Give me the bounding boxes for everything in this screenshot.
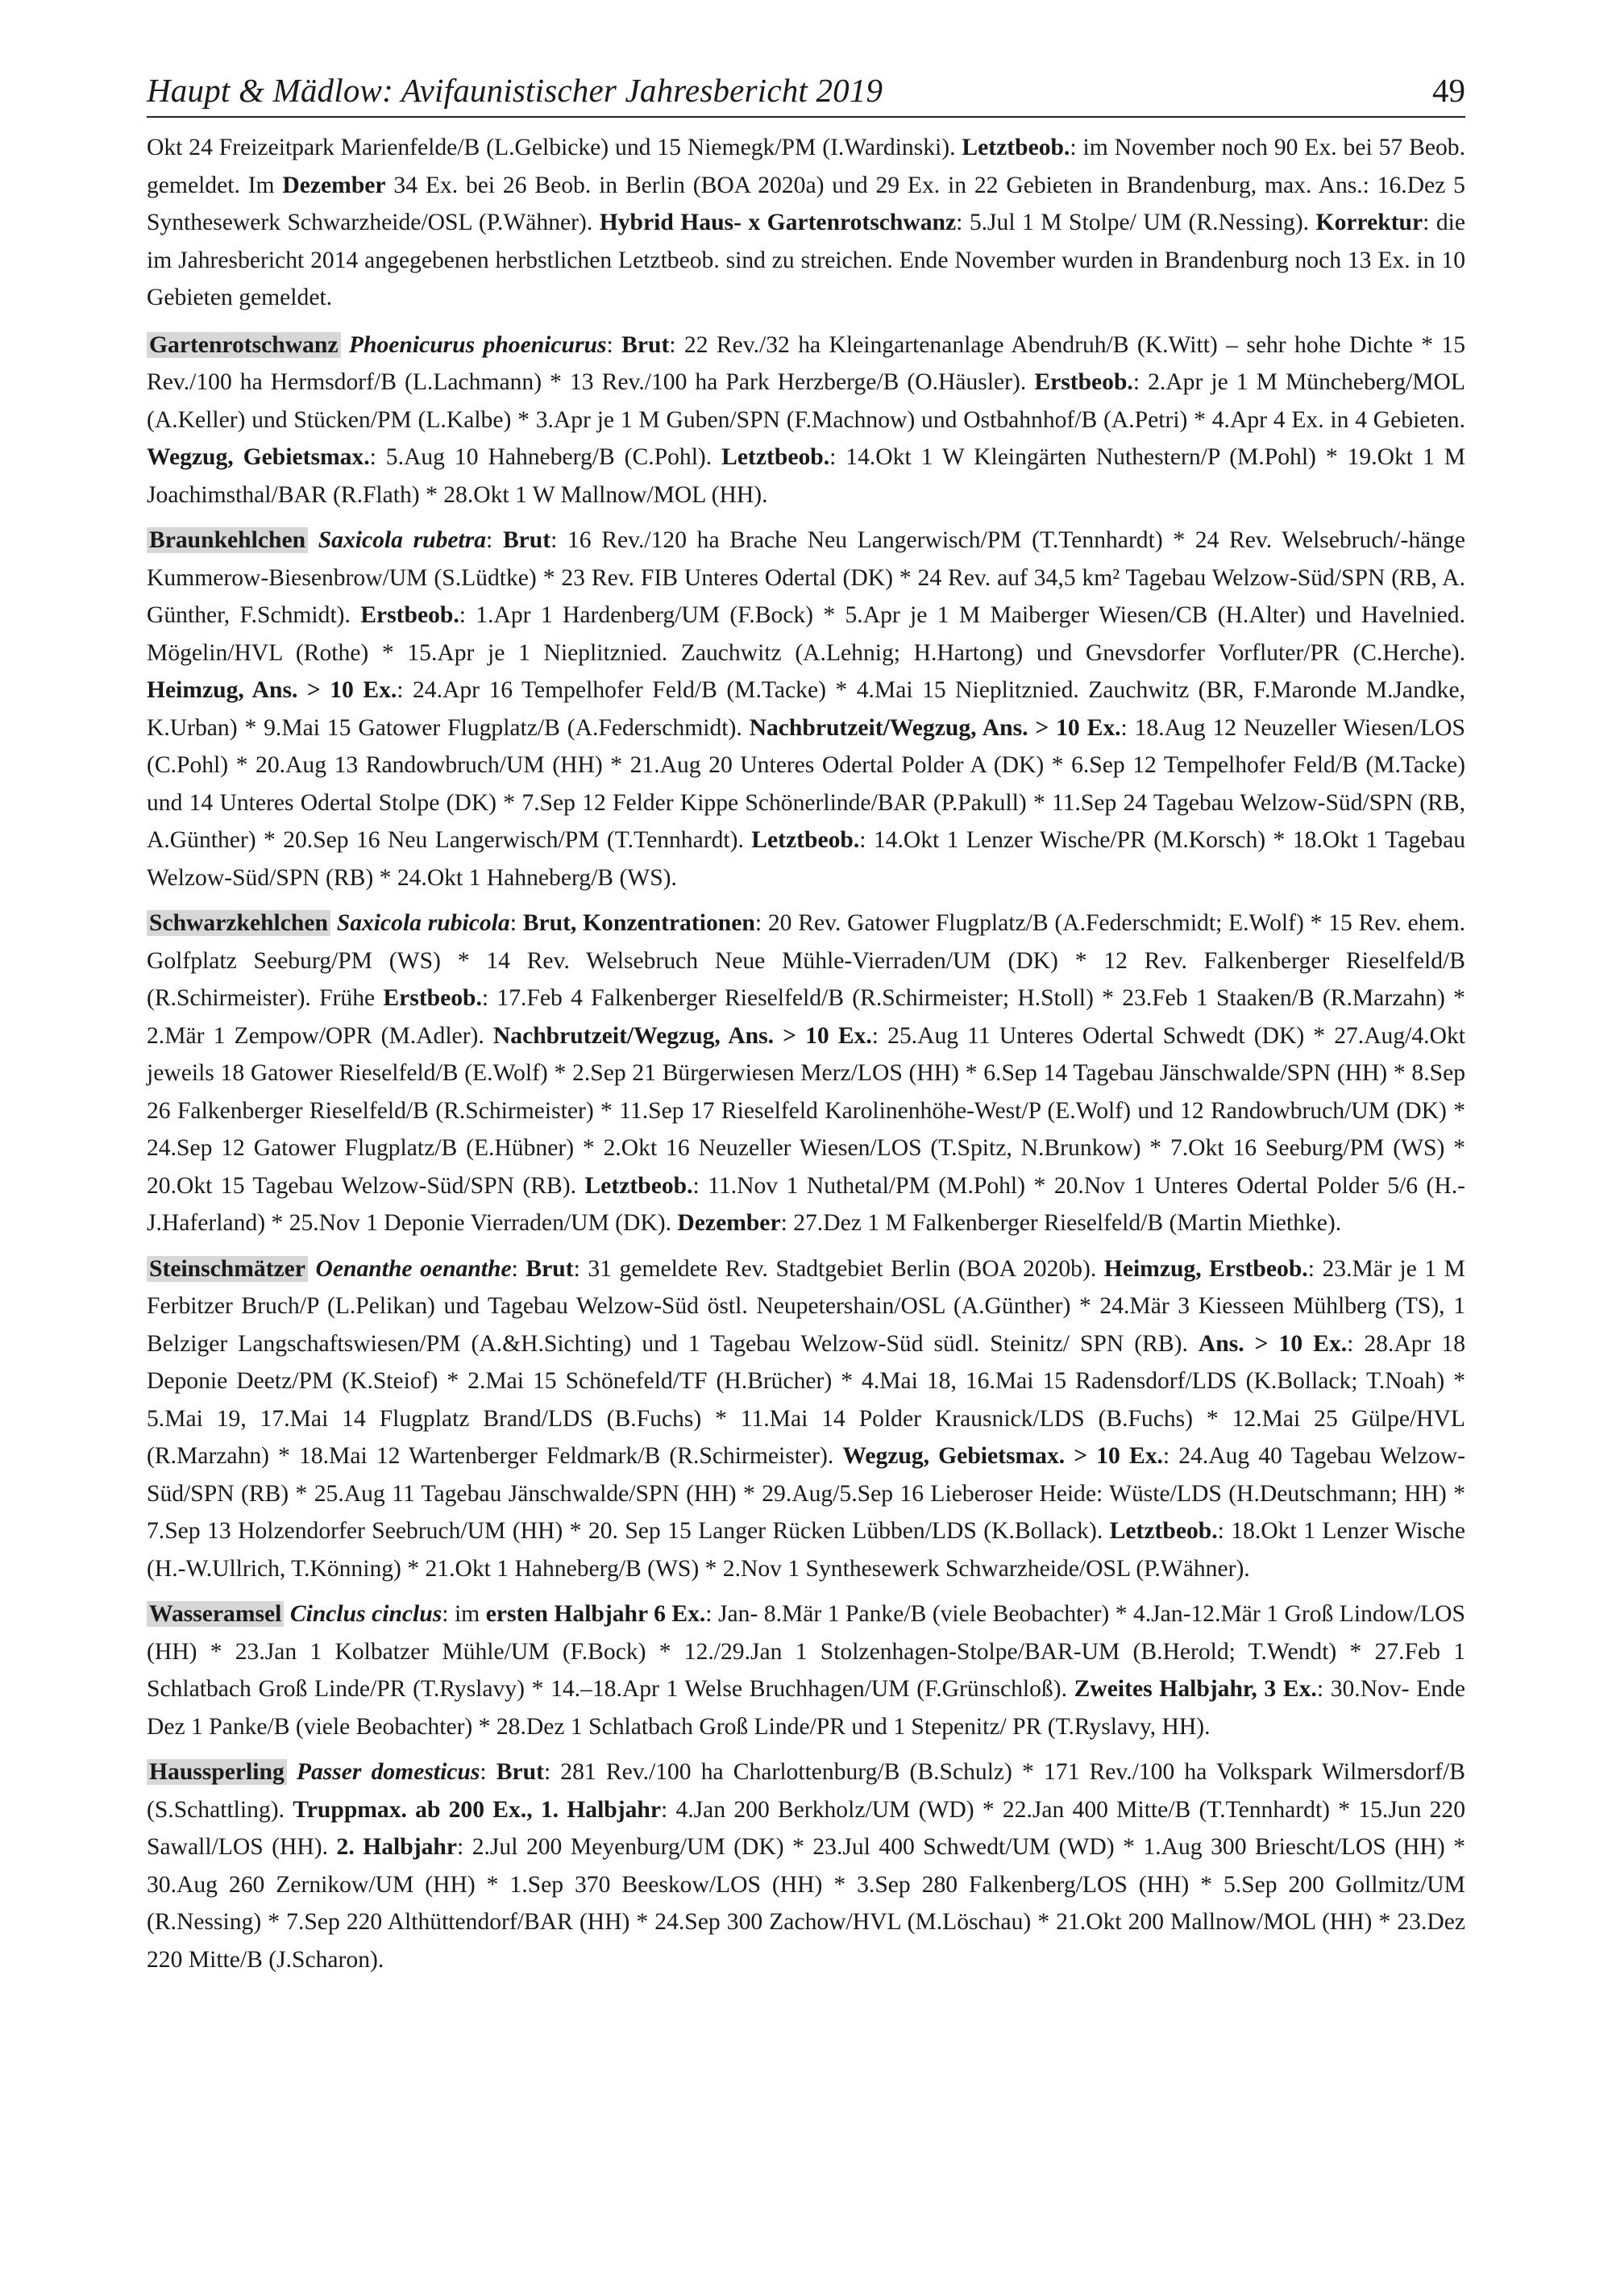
latin-name: Oenanthe oenanthe bbox=[315, 1255, 512, 1282]
species-entry-schwarzkehlchen: Schwarzkehlchen Saxicola rubicola: Brut, Konzentrationen: 20 Rev. Gatower Flugplatz/B (A.Federschmidt; E.Wolf) * 15 Rev. ehem. Golfplatz Seeburg/PM (WS) * 14 Rev. Welsebruch Neue Mühle-Vierraden/UM (DK) * 12 Rev. Falkenberger Rieselfeld/B (R.Schirmeister). Frühe Erstbeob.: 17.Feb 4 Falkenberger Rieselfeld/B (R.Schirmeister; H.Stoll) * 23.Feb 1 Staaken/B (R.Marzahn) * 2.Mär 1 Zempow/OPR (M.Adler). Nachbrutzeit/Wegzug, Ans. > 10 Ex.: 25.Aug 11 Unteres Odertal Schwedt (DK) * 27.Aug/4.Okt jeweils 18 Gatower Rieselfeld/B (E.Wolf) * 2.Sep 21 Bürgerwiesen Merz/LOS (HH) * 6.Sep 14 Tagebau Jänschwalde/SPN (HH) * 8.Sep 26 Falkenberger Rieselfeld/B (R.Schirmeister) * 11.Sep 17 Rieselfeld Karolinenhöhe-West/P (E.Wolf) und 12 Randowbruch/UM (DK) * 24.Sep 12 Gatower Flugplatz/B (E.Hübner) * 2.Okt 16 Neuzeller Wiesen/LOS (T.Spitz, N.Brunkow) * 7.Okt 16 Seeburg/PM (WS) * 20.Okt 15 Tagebau Welzow-Süd/SPN (RB). Letztbeob.: 11.Nov 1 Nuthetal/PM (M.Pohl) * 20.Nov 1 Unteres Odertal Polder 5/6 (H.-J.Haferland) * 25.Nov 1 Deponie Vierraden/UM (DK). Dezember: 27.Dez 1 M Falkenberger Rieselfeld/B (Martin Miethke). bbox=[147, 910, 1466, 1236]
body-text bbox=[147, 129, 1465, 1986]
latin-name: Phoenicurus phoenicurus bbox=[348, 331, 607, 358]
species-entry-steinschmaetzer: Steinschmätzer Oenanthe oenanthe: Brut: 31 gemeldete Rev. Stadtgebiet Berlin (BOA 2020b). Heimzug, Erstbeob.: 23.Mär je 1 M Ferbitzer Bruch/P (L.Pelikan) und Tagebau Welzow-Süd östl. Neupetershain/OSL (A.Günther) * 24.Mär 3 Kiesseen Mühlberg (TS), 1 Belziger Langschaftswiesen/PM (A.&H.Sichting) und 1 Tagebau Welzow-Süd südl. Steinitz/ SPN (RB). Ans. > 10 Ex.: 28.Apr 18 Deponie Deetz/PM (K.Steiof) * 2.Mai 15 Schönefeld/TF (H.Brücher) * 4.Mai 18, 16.Mai 15 Radensdorf/LDS (K.Bollack; T.Noah) * 5.Mai 19, 17.Mai 14 Flugplatz Brand/LDS (B.Fuchs) * 11.Mai 14 Polder Krausnick/LDS (B.Fuchs) * 12.Mai 25 Gülpe/HVL (R.Marzahn) * 18.Mai 12 Wartenberger Feldmark/B (R.Schirmeister). Wegzug, Gebietsmax. > 10 Ex.: 24.Aug 40 Tagebau Welzow-Süd/SPN (RB) * 25.Aug 11 Tagebau Jänschwalde/SPN (HH) * 29.Aug/5.Sep 16 Lieberoser Heide: Wüste/LDS (H.Deutschmann; HH) * 7.Sep 13 Holzendorfer Seebruch/UM (HH) * 20. Sep 15 Langer Rücken Lübben/LDS (K.Bollack). Letztbeob.: 18.Okt 1 Lenzer Wische (H.-W.Ullrich, T.Könning) * 21.Okt 1 Hahneberg/B (WS) * 2.Nov 1 Synthesewerk Schwarzheide/OSL (P.Wähner). bbox=[147, 1255, 1466, 1582]
header-title: Haupt & Mädlow: Avifaunistischer Jahresbericht 2019 bbox=[147, 72, 883, 109]
paragraph-continuation: Okt 24 Freizeitpark Marienfelde/B (L.Gelbicke) und 15 Niemegk/PM (I.Wardinski). Letztbeob.: im November noch 90 Ex. bei 57 Beob. gemeldet. Im Dezember 34 Ex. bei 26 Beob. in Berlin (BOA 2020a) und 29 Ex. in 22 Gebieten in Brandenburg, max. Ans.: 16.Dez 5 Synthesewerk Schwarzheide/OSL (P.Wähner). Hybrid Haus- x Gartenrotschwanz: 5.Jul 1 M Stolpe/ UM (R.Nessing). Korrektur: die im Jahresbericht 2014 angegebenen herbstlichen Letztbeob. sind zu streichen. Ende November wurden in Brandenburg noch 13 Ex. in 10 Gebieten gemeldet. bbox=[147, 135, 1465, 310]
species-name: Gartenrotschwanz bbox=[147, 332, 341, 358]
species-name: Haussperling bbox=[147, 1759, 287, 1785]
species-name: Steinschmätzer bbox=[147, 1256, 308, 1282]
species-name: Braunkehlchen bbox=[147, 527, 308, 553]
latin-name: Passer domesticus bbox=[296, 1759, 480, 1785]
species-entry-braunkehlchen: Braunkehlchen Saxicola rubetra: Brut: 16 Rev./120 ha Brache Neu Langerwisch/PM (T.Tennhardt) * 24 Rev. Welsebruch/-hänge Kummerow-Biesenbrow/UM (S.Lüdtke) * 23 Rev. FIB Unteres Odertal (DK) * 24 Rev. auf 34,5 km² Tagebau Welzow-Süd/SPN (RB, A. Günther, F.Schmidt). Erstbeob.: 1.Apr 1 Hardenberg/UM (F.Bock) * 5.Apr je 1 M Maiberger Wiesen/CB (H.Alter) und Havelnied. Mögelin/HVL (Rothe) * 15.Apr je 1 Nieplitznied. Zauchwitz (A.Lehnig; H.Hartong) und Gnevsdorfer Vorfluter/PR (C.Herche). Heimzug, Ans. > 10 Ex.: 24.Apr 16 Tempelhofer Feld/B (M.Tacke) * 4.Mai 15 Nieplitznied. Zauchwitz (BR, F.Maronde M.Jandke, K.Urban) * 9.Mai 15 Gatower Flugplatz/B (A.Federschmidt). Nachbrutzeit/Wegzug, Ans. > 10 Ex.: 18.Aug 12 Neuzeller Wiesen/LOS (C.Pohl) * 20.Aug 13 Randowbruch/UM (HH) * 21.Aug 20 Unteres Odertal Polder A (DK) * 6.Sep 12 Tempelhofer Feld/B (M.Tacke) und 14 Unteres Odertal Stolpe (DK) * 7.Sep 12 Felder Kippe Schönerlinde/BAR (P.Pakull) * 11.Sep 24 Tagebau Welzow-Süd/SPN (RB, A.Günther) * 20.Sep 16 Neu Langerwisch/PM (T.Tennhardt). Letztbeob.: 14.Okt 1 Lenzer Wische/PR (M.Korsch) * 18.Okt 1 Tagebau Welzow-Süd/SPN (RB) * 24.Okt 1 Hahneberg/B (WS). bbox=[147, 527, 1466, 891]
page-number: 49 bbox=[1432, 72, 1465, 109]
running-header bbox=[147, 68, 1465, 118]
species-entry-haussperling: Haussperling Passer domesticus: Brut: 281 Rev./100 ha Charlottenburg/B (B.Schulz) * 171 Rev./100 ha Volkspark Wilmersdorf/B (S.Schattling). Truppmax. ab 200 Ex., 1. Halbjahr: 4.Jan 200 Berkholz/UM (WD) * 22.Jan 400 Mitte/B (T.Tennhardt) * 15.Jun 220 Sawall/LOS (HH). 2. Halbjahr: 2.Jul 200 Meyenburg/UM (DK) * 23.Jul 400 Schwedt/UM (WD) * 1.Aug 300 Briescht/LOS (HH) * 30.Aug 260 Zernikow/UM (HH) * 1.Sep 370 Beeskow/LOS (HH) * 3.Sep 280 Falkenberg/LOS (HH) * 5.Sep 200 Gollmitz/UM (R.Nessing) * 7.Sep 220 Althüttendorf/BAR (HH) * 24.Sep 300 Zachow/HVL (M.Löschau) * 21.Okt 200 Mallnow/MOL (HH) * 23.Dez 220 Mitte/B (J.Scharon). bbox=[147, 1759, 1466, 1973]
species-entry-wasseramsel: Wasseramsel Cinclus cinclus: im ersten Halbjahr 6 Ex.: Jan- 8.Mär 1 Panke/B (viele Beobachter) * 4.Jan-12.Mär 1 Groß Lindow/LOS (HH) * 23.Jan 1 Kolbatzer Mühle/UM (F.Bock) * 12./29.Jan 1 Stolzenhagen-Stolpe/BAR-UM (B.Herold; T.Wendt) * 27.Feb 1 Schlatbach Groß Linde/PR (T.Ryslavy) * 14.–18.Apr 1 Welse Bruchhagen/UM (F.Grünschloß). Zweites Halbjahr, 3 Ex.: 30.Nov- Ende Dez 1 Panke/B (viele Beobachter) * 28.Dez 1 Schlatbach Groß Linde/PR und 1 Stepenitz/ PR (T.Ryslavy, HH). bbox=[147, 1601, 1466, 1740]
species-name: Wasseramsel bbox=[147, 1601, 284, 1627]
species-name: Schwarzkehlchen bbox=[147, 910, 330, 936]
latin-name: Cinclus cinclus bbox=[289, 1601, 442, 1627]
species-entry-gartenrotschwanz: Gartenrotschwanz Phoenicurus phoenicurus: Brut: 22 Rev./32 ha Kleingartenanlage Abendruh/B (K.Witt) – sehr hohe Dichte * 15 Rev./100 ha Hermsdorf/B (L.Lachmann) * 13 Rev./100 ha Park Herzberge/B (O.Häusler). Erstbeob.: 2.Apr je 1 M Müncheberg/MOL (A.Keller) und Stücken/PM (L.Kalbe) * 3.Apr je 1 M Guben/SPN (F.Machnow) und Ostbahnhof/B (A.Petri) * 4.Apr 4 Ex. in 4 Gebieten. Wegzug, Gebietsmax.: 5.Aug 10 Hahneberg/B (C.Pohl). Letztbeob.: 14.Okt 1 W Kleingärten Nuthestern/P (M.Pohl) * 19.Okt 1 M Joachimsthal/BAR (R.Flath) * 28.Okt 1 W Mallnow/MOL (HH). bbox=[147, 331, 1466, 508]
latin-name: Saxicola rubetra bbox=[318, 527, 487, 553]
latin-name: Saxicola rubicola bbox=[336, 910, 510, 936]
